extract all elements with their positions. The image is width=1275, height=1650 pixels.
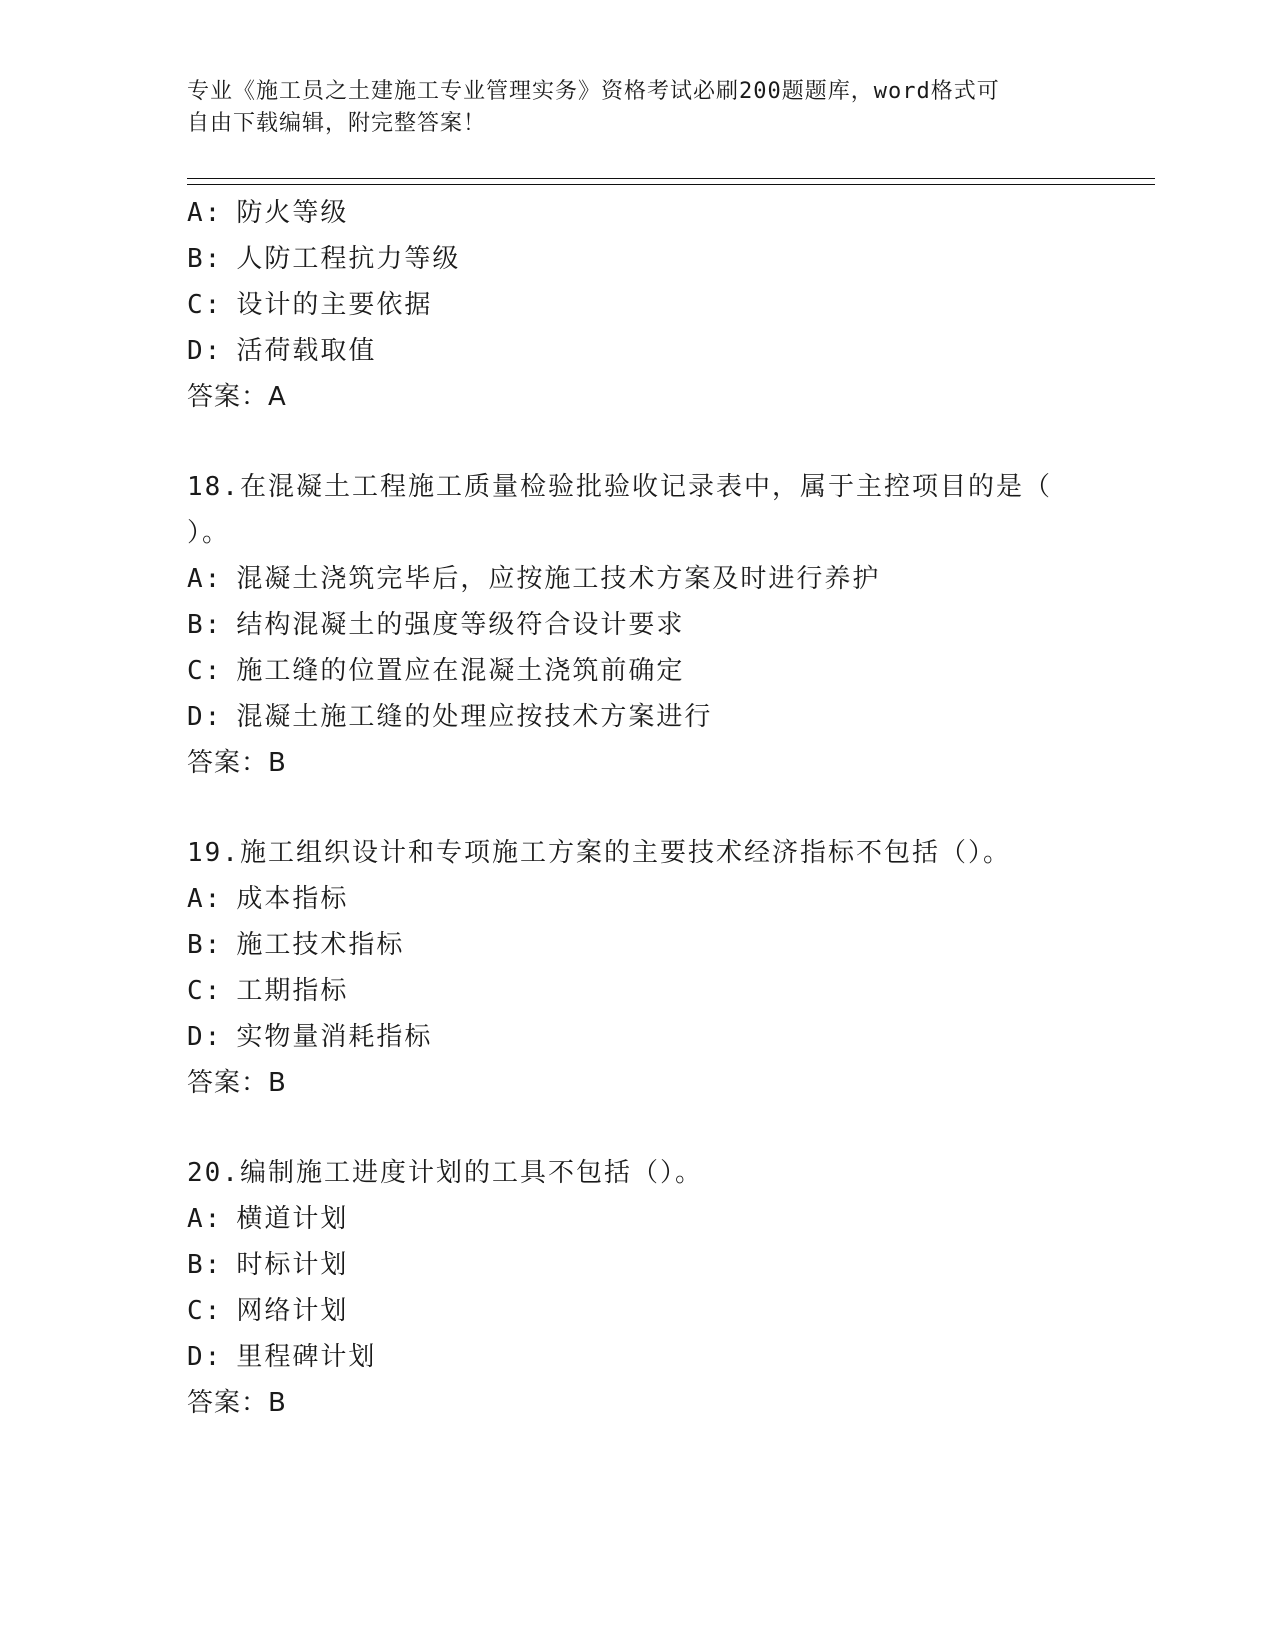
option-text: 人防工程抗力等级 (236, 244, 461, 274)
option-d (187, 1014, 1087, 1060)
option-c (187, 1288, 1087, 1334)
option-a (187, 1196, 1087, 1242)
question-spacer (187, 786, 1087, 830)
question-18 (187, 464, 1087, 786)
question-stem-line-1 (187, 1150, 1087, 1196)
header-title-line-2: 自由下载编辑，附完整答案！ (187, 111, 487, 136)
option-key: D: (187, 1342, 223, 1372)
question-17-continued (187, 190, 1087, 420)
question-spacer (187, 420, 1087, 464)
option-text: 成本指标 (236, 884, 349, 914)
option-text: 横道计划 (236, 1204, 349, 1234)
option-key: B: (187, 610, 223, 640)
option-key: D: (187, 1022, 223, 1052)
option-text: 混凝土施工缝的处理应按技术方案进行 (236, 702, 713, 732)
option-text: 施工缝的位置应在混凝土浇筑前确定 (236, 656, 685, 686)
question-text: 施工组织设计和专项施工方案的主要技术经济指标不包括（）。 (239, 838, 1011, 868)
option-text: 实物量消耗指标 (236, 1022, 433, 1052)
option-key: A: (187, 198, 223, 228)
option-key: C: (187, 1296, 223, 1326)
option-text: 里程碑计划 (236, 1342, 377, 1372)
option-text: 施工技术指标 (236, 930, 405, 960)
question-19 (187, 830, 1087, 1106)
answer-line: 答案：B (187, 1388, 287, 1418)
option-text: 网络计划 (236, 1296, 349, 1326)
header-divider-bottom (187, 184, 1155, 185)
question-number: 20. (187, 1158, 240, 1188)
option-text: 防火等级 (236, 198, 349, 228)
header-title-line-1: 专业《施工员之土建施工专业管理实务》资格考试必刷200题题库，word格式可 (187, 79, 1000, 104)
option-key: A: (187, 564, 223, 594)
option-text: 工期指标 (236, 976, 349, 1006)
option-text: 混凝土浇筑完毕后，应按施工技术方案及时进行养护 (236, 564, 881, 594)
question-stem-line-2: ）。 (187, 518, 231, 548)
option-a (187, 876, 1087, 922)
option-b (187, 602, 1087, 648)
option-key: A: (187, 884, 223, 914)
question-number: 18. (187, 472, 240, 502)
option-b (187, 1242, 1087, 1288)
answer-line: 答案：B (187, 1068, 287, 1098)
document-header (187, 76, 1067, 140)
option-key: C: (187, 976, 223, 1006)
option-b (187, 922, 1087, 968)
answer-line: 答案：A (187, 382, 287, 412)
option-a (187, 190, 1087, 236)
option-d (187, 328, 1087, 374)
option-d (187, 694, 1087, 740)
option-c (187, 282, 1087, 328)
option-key: C: (187, 656, 223, 686)
header-divider-top (187, 178, 1155, 179)
option-c (187, 968, 1087, 1014)
question-20 (187, 1150, 1087, 1426)
option-text: 结构混凝土的强度等级符合设计要求 (236, 610, 685, 640)
answer-line: 答案：B (187, 748, 287, 778)
option-b (187, 236, 1087, 282)
option-d (187, 1334, 1087, 1380)
option-text: 活荷载取值 (236, 336, 377, 366)
option-key: D: (187, 336, 223, 366)
option-text: 时标计划 (236, 1250, 349, 1280)
question-list (187, 190, 1087, 1426)
option-key: B: (187, 930, 223, 960)
option-key: C: (187, 290, 223, 320)
option-c (187, 648, 1087, 694)
question-text: 编制施工进度计划的工具不包括（）。 (239, 1158, 703, 1188)
question-text: 在混凝土工程施工质量检验批验收记录表中，属于主控项目的是（ (239, 472, 1052, 502)
question-spacer (187, 1106, 1087, 1150)
question-stem-line-1 (187, 830, 1087, 876)
option-key: A: (187, 1204, 223, 1234)
option-key: B: (187, 1250, 223, 1280)
question-stem-line-1 (187, 464, 1087, 510)
option-text: 设计的主要依据 (236, 290, 433, 320)
option-key: B: (187, 244, 223, 274)
option-key: D: (187, 702, 223, 732)
question-number: 19. (187, 838, 240, 868)
option-a (187, 556, 1087, 602)
